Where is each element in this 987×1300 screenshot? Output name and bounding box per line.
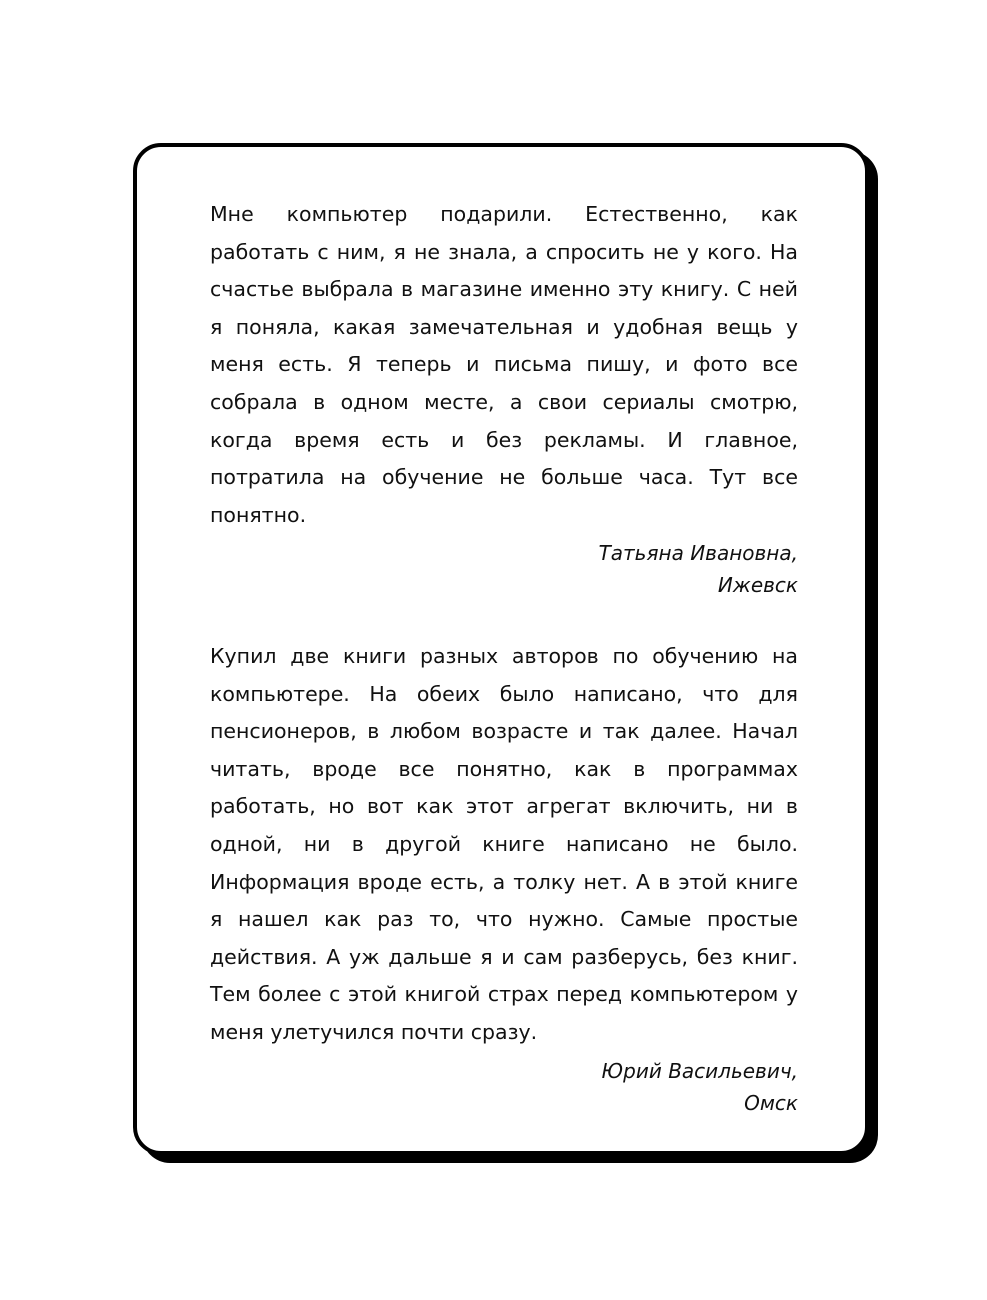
testimonial-1 <box>210 196 798 601</box>
testimonial-city: Ижевск <box>717 573 798 598</box>
testimonial-author: Татьяна Ивановна, <box>598 541 798 566</box>
testimonial-signature <box>210 537 798 601</box>
testimonial-author: Юрий Васильевич, <box>601 1058 798 1083</box>
testimonial-city: Омск <box>744 1090 798 1115</box>
testimonial-text: Купил две книги разных авторов по обучению на компьютере. На обеих было написано, что для пенсионеров, в любом возрасте и так далее. Начал читать, вроде все понятно, как в программах работать, но вот как этот агрегат включить, ни в одной, ни в другой книге написано не было. Информация вроде есть, а толку нет. А в этой книге я нашел как раз то, что нужно. Самые простые действия. А уж дальше я и сам разберусь, без книг. Тем более с этой книгой страх перед компьютером у меня улетучился почти сразу. <box>210 644 798 1044</box>
testimonial-text: Мне компьютер подарили. Естественно, как работать с ним, я не знала, а спросить не у кого. На счастье выбрала в магазине именно эту книгу. С ней я поняла, какая замечательная и удобная вещь у меня есть. Я теперь и письма пишу, и фото все собрала в одном месте, а свои сериалы смотрю, когда время есть и без рекламы. И главное, потратила на обучение не больше часа. Тут все понятно. <box>210 202 798 527</box>
testimonial-2 <box>210 638 798 1119</box>
testimonial-signature <box>210 1055 798 1119</box>
